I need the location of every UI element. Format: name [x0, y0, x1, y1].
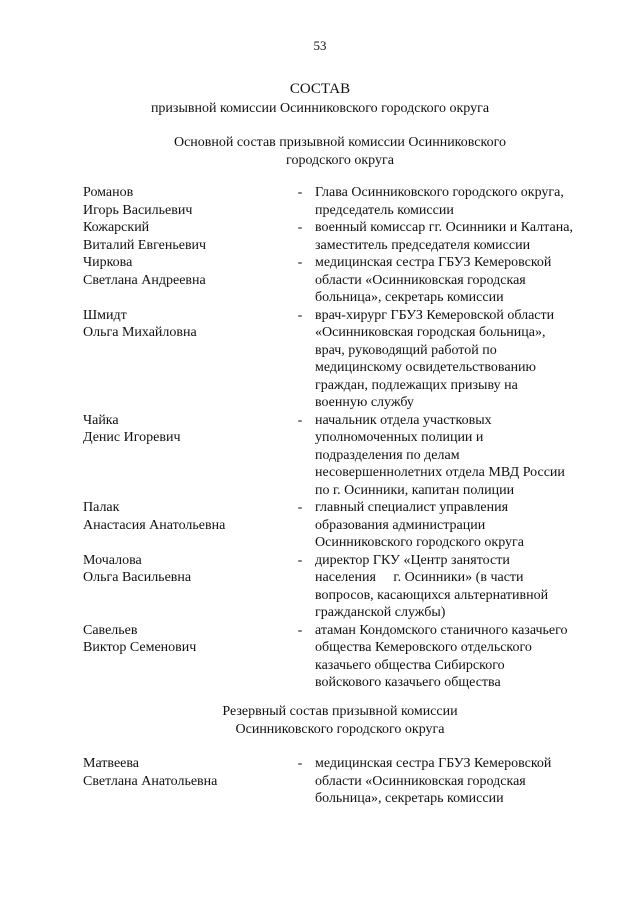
member-surname: Шмидт [83, 307, 127, 323]
reserve-members-list [83, 755, 603, 808]
member-dash: - [297, 185, 303, 200]
member-dash: - [297, 307, 303, 323]
main-section-heading-line1: Основной состав призывной комиссии Осинниковского [173, 135, 506, 150]
member-given-name: Ольга Михайловна [83, 325, 197, 340]
member-role-line: уполномоченных полиции и [315, 430, 484, 445]
member-surname: Матвеева [83, 756, 140, 771]
member-role-line: казачьего общества Сибирского [315, 657, 505, 673]
member-role [315, 307, 603, 412]
member-dash: - [297, 255, 303, 270]
member-role-line: по г. Осинники, капитан полиции [315, 482, 515, 498]
member-surname: Мочалова [83, 552, 142, 568]
member-entry [83, 219, 603, 254]
member-role-line: директор ГКУ «Центр занятости [315, 552, 510, 568]
member-entry [83, 412, 603, 500]
member-entry [83, 622, 603, 692]
member-surname: Кожарский [83, 220, 150, 235]
member-entry [83, 184, 603, 219]
member-dash: - [297, 756, 303, 771]
main-section-heading-line2: городского округа [286, 152, 394, 168]
member-role [315, 254, 603, 307]
member-role [315, 552, 603, 622]
member-dash: - [297, 622, 303, 638]
member-role-line: Осинниковского городского округа [315, 535, 524, 550]
member-name [83, 499, 281, 552]
member-role-line: гражданской службы) [315, 605, 446, 620]
document-title: СОСТАВ [289, 81, 351, 97]
member-surname: Чайка [83, 412, 119, 428]
member-name [83, 755, 281, 808]
member-dash: - [297, 412, 303, 428]
member-role [315, 755, 603, 808]
reserve-section-heading [120, 703, 560, 738]
member-name [83, 254, 281, 307]
member-role-line: «Осинниковская городская больница», [315, 325, 546, 340]
member-entry [83, 254, 603, 307]
member-dash: - [297, 220, 303, 235]
member-role [315, 499, 603, 552]
member-given-name: Денис Игоревич [83, 430, 181, 445]
member-dash: - [297, 552, 303, 568]
member-entry [83, 307, 603, 412]
document-header [0, 80, 640, 118]
member-role-line: Глава Осинниковского городского округа, [315, 185, 564, 200]
reserve-section-heading-line1: Резервный состав призывной комиссии [222, 704, 458, 719]
reserve-section-heading-line2: Осинниковского городского округа [235, 721, 445, 737]
page-number: 53 [313, 38, 327, 53]
member-role-line: председатель комиссии [315, 202, 454, 218]
main-section-heading [120, 134, 560, 169]
member-role-line: заместитель председателя комиссии [315, 237, 531, 253]
member-role-line: общества Кемеровского отдельского [315, 640, 532, 655]
member-surname: Савельев [83, 622, 138, 638]
member-role-line: подразделения по делам [315, 447, 460, 463]
member-role-line: вопросов, касающихся альтернативной [315, 587, 549, 603]
member-role [315, 622, 603, 692]
member-role-line: больница», секретарь комиссии [315, 290, 504, 305]
member-role-line: несовершеннолетних отдела МВД России [315, 465, 565, 480]
member-given-name: Анастасия Анатольевна [83, 517, 226, 533]
member-given-name: Виталий Евгеньевич [83, 237, 207, 253]
member-role-line: главный специалист управления [315, 500, 509, 515]
member-name [83, 622, 281, 692]
member-surname: Романов [83, 185, 134, 200]
member-role-line: начальник отдела участковых [315, 412, 492, 428]
member-role [315, 412, 603, 500]
member-role-line: медицинская сестра ГБУЗ Кемеровской [315, 255, 552, 270]
member-given-name: Игорь Васильевич [83, 202, 193, 218]
member-name [83, 307, 281, 412]
member-role-line: населения г. Осинники» (в части [315, 570, 524, 585]
member-role-line: врач-хирург ГБУЗ Кемеровской области [315, 307, 555, 323]
member-role-line: граждан, подлежащих призыву на [315, 377, 518, 393]
member-role-line: военную службу [315, 395, 414, 410]
member-surname: Чиркова [83, 255, 133, 270]
member-role [315, 184, 603, 219]
member-role-line: врач, руководящий работой по [315, 342, 497, 358]
member-role-line: образования администрации [315, 517, 486, 533]
member-role-line: войскового казачьего общества [315, 675, 501, 690]
member-role [315, 219, 603, 254]
member-role-line: медицинская сестра ГБУЗ Кемеровской [315, 756, 552, 771]
document-subtitle: призывной комиссии Осинниковского городского округа [150, 101, 490, 116]
member-given-name: Ольга Васильевна [83, 570, 192, 585]
member-given-name: Виктор Семенович [83, 640, 197, 655]
member-entry [83, 552, 603, 622]
member-name [83, 552, 281, 622]
member-role-line: военный комиссар гг. Осинники и Калтана, [315, 220, 573, 235]
member-role-line: медицинскому освидетельствованию [315, 360, 537, 375]
member-name [83, 412, 281, 500]
member-role-line: атаман Кондомского станичного казачьего [315, 622, 568, 638]
member-given-name: Светлана Андреевна [83, 272, 206, 288]
member-dash: - [297, 500, 303, 515]
member-given-name: Светлана Анатольевна [83, 773, 218, 789]
member-name [83, 184, 281, 219]
main-members-list [83, 184, 603, 692]
member-entry [83, 755, 603, 808]
member-role-line: области «Осинниковская городская [315, 272, 526, 288]
member-name [83, 219, 281, 254]
member-role-line: больница», секретарь комиссии [315, 791, 504, 806]
member-surname: Палак [83, 500, 120, 515]
member-role-line: области «Осинниковская городская [315, 773, 526, 789]
member-entry [83, 499, 603, 552]
